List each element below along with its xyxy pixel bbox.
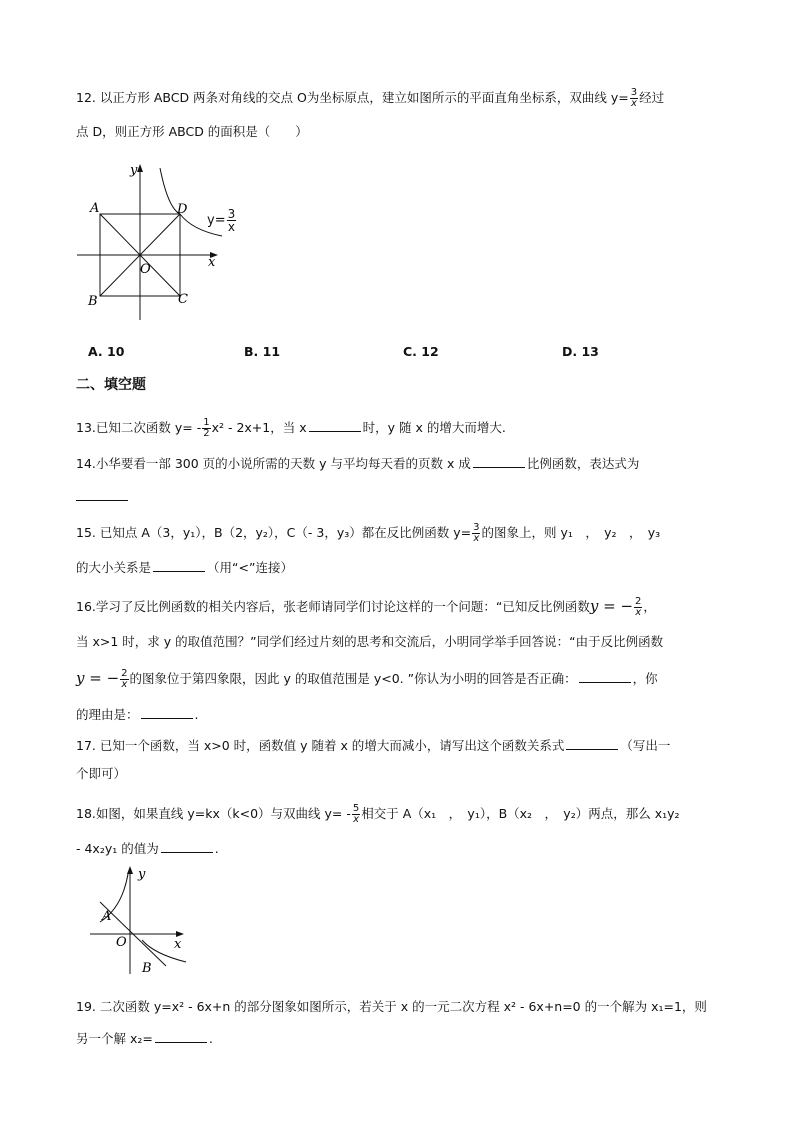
q12-figure [72, 160, 252, 325]
q16-line4: 的理由是： . [76, 707, 199, 722]
q16-line3: y = − $\frac{2}{x}$ 的图象位于第四象限，因此 y 的取值范围是 y<0. ”你认为小明的回答是否正确： ，你 [76, 668, 658, 690]
q12-label-d: D [177, 202, 188, 217]
q15-line1: 15. 已知点 A（3，y₁），B（2，y₂），C（- 3，y₃）都在反比例函数 y= $\frac{3}{x}$ 的图象上，则 y₁ ， y₂ ， y₃ [76, 522, 661, 544]
q18-label-x: x [174, 937, 182, 952]
q16-answer-blank-2[interactable] [141, 706, 193, 719]
q16-line1: 16.学习了反比例函数的相关内容后，张老师请同学们讨论这样的一个问题：“已知反比例函数y = − $\frac{2}{x}$ ， [76, 596, 656, 618]
q16-line2: 当 x>1 时，求 y 的取值范围？”同学们经过片刻的思考和交流后，小明同学举手回答说：“由于反比例函数 [76, 634, 664, 649]
q18-line1: 18.如图，如果直线 y=kx（k<0）与双曲线 y= - $\frac{5}{x}$ 相交于 A（x₁ ， y₁），B（x₂ ， y₂）两点，那么 x₁y₂ [76, 803, 680, 825]
q12-option-a[interactable]: A. 10 [88, 344, 125, 359]
q12-curve-label: y= $\frac{3}{x}$ [207, 207, 236, 234]
q12-line1: 12. 以正方形 ABCD 两条对角线的交点 O为坐标原点，建立如图所示的平面直角坐标系，双曲线 y= $\frac{3}{x}$ 经过 [76, 87, 665, 109]
q18-answer-blank[interactable] [161, 840, 213, 853]
q14-line2 [76, 488, 128, 504]
q16-answer-blank-1[interactable] [579, 670, 631, 683]
q14-answer-blank-2[interactable] [76, 488, 128, 501]
q14-answer-blank-1[interactable] [473, 455, 525, 468]
q14-line1: 14.小华要看一部 300 页的小说所需的天数 y 与平均每天看的页数 x 成 比例函数，表达式为 [76, 456, 640, 471]
q12-label-a: A [90, 201, 100, 216]
q18-label-o: O [116, 935, 127, 950]
q12-option-b[interactable]: B. 11 [244, 344, 281, 359]
q13: 13.已知二次函数 y= - $\frac{1}{2}$ x² - 2x+1，当 x 时，y 随 x 的增大而增大. [76, 417, 506, 439]
q12-label-x: x [208, 255, 216, 270]
q12-y-arrow [137, 164, 143, 172]
q12-option-d[interactable]: D. 13 [562, 344, 599, 359]
q15-line2: 的大小关系是 （用“<”连接） [76, 560, 293, 575]
q17-answer-blank[interactable] [566, 737, 618, 750]
section-title: 二、填空题 [76, 377, 146, 393]
q19-line1: 19. 二次函数 y=x² - 6x+n 的部分图象如图所示，若关于 x 的一元二次方程 x² - 6x+n=0 的一个解为 x₁=1，则 [76, 999, 707, 1014]
q12-label-c: C [178, 292, 188, 307]
q15-answer-blank[interactable] [153, 559, 205, 572]
q18-label-y: y [138, 867, 146, 882]
q18-line2: - 4x₂y₁ 的值为 . [76, 841, 219, 856]
q18-label-a: A [102, 909, 112, 924]
q18-figure [86, 862, 196, 977]
q12-label-y: y [130, 163, 138, 178]
q18-y-arrow [127, 866, 133, 874]
q13-answer-blank[interactable] [309, 419, 361, 432]
q19-line2: 另一个解 x₂= . [76, 1031, 213, 1046]
q12-line2: 点 D，则正方形 ABCD 的面积是（ ） [76, 124, 308, 139]
q12-label-o: O [140, 262, 151, 277]
q18-label-b: B [142, 961, 152, 976]
q17-line1: 17. 已知一个函数，当 x>0 时，函数值 y 随着 x 的增大而减小，请写出这个函数关系式 （写出一 [76, 738, 671, 753]
q19-answer-blank[interactable] [155, 1030, 207, 1043]
q12-label-b: B [88, 294, 98, 309]
q12-fraction: $\frac{3}{x}$ [630, 87, 638, 109]
q17-line2: 个即可） [76, 766, 127, 781]
q12-option-c[interactable]: C. 12 [403, 344, 439, 359]
